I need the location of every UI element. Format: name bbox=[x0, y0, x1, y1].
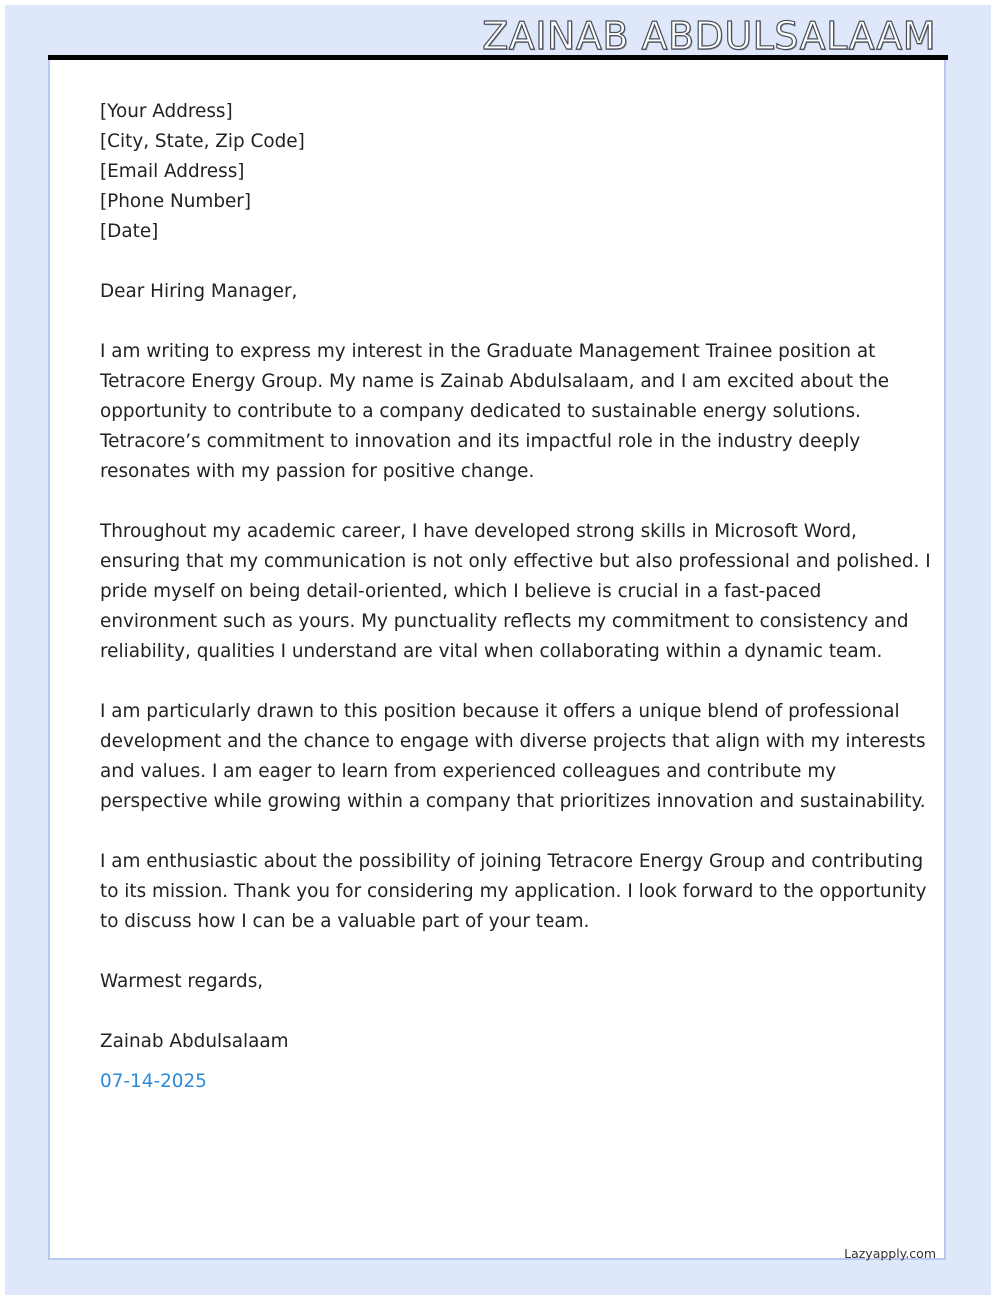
paragraph-line: pride myself on being detail-oriented, which I believe is crucial in a fast-paced bbox=[100, 581, 822, 602]
paragraph-line: perspective while growing within a company that prioritizes innovation and sustainability. bbox=[100, 791, 926, 812]
paragraph-line: Tetracore Energy Group. My name is Zainab Abdulsalaam, and I am excited about the bbox=[100, 371, 890, 392]
paragraph-line: to discuss how I can be a valuable part of your team. bbox=[100, 911, 590, 932]
paragraph-line: I am particularly drawn to this position because it offers a unique blend of professional bbox=[100, 701, 900, 722]
paragraph-line: opportunity to contribute to a company dedicated to sustainable energy solutions. bbox=[100, 401, 861, 422]
salutation-text: Dear Hiring Manager, bbox=[100, 281, 298, 302]
paragraph-line: Throughout my academic career, I have developed strong skills in Microsoft Word, bbox=[100, 521, 857, 542]
paragraph-3 bbox=[100, 697, 926, 817]
sender-date: [Date] bbox=[100, 221, 159, 242]
paragraph-line: I am enthusiastic about the possibility of joining Tetracore Energy Group and contributing bbox=[100, 851, 924, 872]
paragraph-line: resonates with my passion for positive change. bbox=[100, 461, 535, 482]
sender-block bbox=[100, 97, 900, 247]
closing bbox=[100, 967, 900, 997]
paragraph-line: to its mission. Thank you for considering my application. I look forward to the opportunity bbox=[100, 881, 927, 902]
paragraph-line: reliability, qualities I understand are vital when collaborating within a dynamic team. bbox=[100, 641, 883, 662]
sender-phone: [Phone Number] bbox=[100, 191, 252, 212]
footer-watermark: Lazyapply.com bbox=[844, 1246, 936, 1261]
paragraph-1 bbox=[100, 337, 900, 487]
letter-body bbox=[100, 97, 931, 1097]
paragraph-line: development and the chance to engage with diverse projects that align with my interests bbox=[100, 731, 926, 752]
header-name: ZAINAB ABDULSALAAM bbox=[482, 14, 936, 58]
sender-city: [City, State, Zip Code] bbox=[100, 131, 305, 152]
closing-text: Warmest regards, bbox=[100, 971, 264, 992]
paragraph-line: I am writing to express my interest in the Graduate Management Trainee position at bbox=[100, 341, 876, 362]
sender-address: [Your Address] bbox=[100, 101, 233, 122]
paragraph-line: environment such as yours. My punctuality reflects my commitment to consistency and bbox=[100, 611, 909, 632]
signature: Zainab Abdulsalaam bbox=[100, 1031, 289, 1052]
paragraph-2 bbox=[100, 517, 931, 667]
paragraph-line: ensuring that my communication is not only effective but also professional and polished. I bbox=[100, 551, 931, 572]
paragraph-line: and values. I am eager to learn from experienced colleagues and contribute my bbox=[100, 761, 837, 782]
paragraph-line: Tetracore’s commitment to innovation and its impactful role in the industry deeply bbox=[100, 431, 861, 452]
signed-date: 07-14-2025 bbox=[100, 1071, 207, 1092]
paragraph-4 bbox=[100, 847, 927, 937]
sender-email: [Email Address] bbox=[100, 161, 245, 182]
salutation bbox=[100, 277, 900, 307]
